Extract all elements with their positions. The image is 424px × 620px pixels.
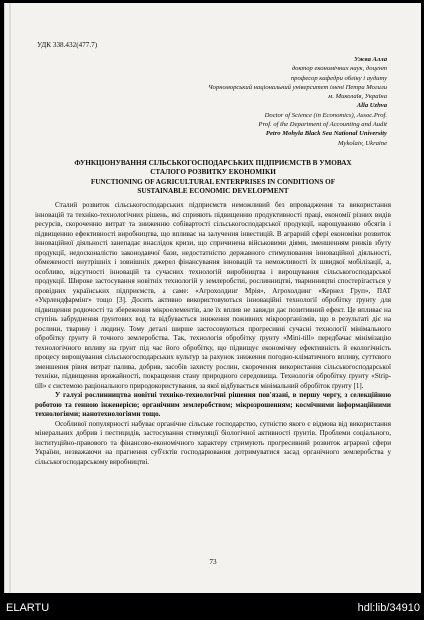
author-block (87, 55, 387, 148)
footer-handle: hdl:lib/34910 (357, 602, 420, 614)
author-university-uk: Чорноморський національний університет імені Петра Могили (208, 83, 387, 91)
title-uk-line1: ФУНКЦІОНУВАННЯ СІЛЬСЬКОГОСПОДАРСЬКИХ ПІДПРИЄМСТВ В УМОВАХ (74, 159, 352, 167)
article-title (35, 159, 391, 197)
author-university-en: Petro Mohyla Black Sea National University (265, 130, 387, 138)
author-position-en: Prof. of the Department of Accounting and Audit (258, 121, 387, 129)
title-en-line1: FUNCTIONING OF AGRICULTURAL ENTERPRISES IN CONDITIONS OF (90, 177, 336, 186)
paragraph-1: Сталий розвиток сільськогосподарських підприємств неможливий без впровадження та використання інновацій та техніко-технологічних рішень, які сприяють підвищенню продуктивності праці, економії різних видів ресурсів, скороченню витрат та зниженню собівартості сільськогосподарської продукції, нарощуванню обсягів і підвищенню ефективності виробництва, що впливає на залучення інвестицій. В аграрній сфері економіки розвиток інноваційної діяльності занепадає внаслідок кризи, що спричинена військовими діями, зменшенням ринків збуту продукції, недосконалістю законодавчої бази, недостатністю державного стимулювання інноваційної діяльності, обмеженості внутрішніх і зовнішніх джерел фінансування інновацій та неможливості їх швидкої мобілізації, а, особливо, відсутності інновацій та сучасних технологій виробництва і вирощування сільськогосподарської продукції. Широке застосування новітніх технологій у землеробстві, рослинництві, тваринництві спостерігається у провідних українських підприємств, а саме: «Агрохолдинг Мрія», Агрохолдинг «Кернел Груп», ПАТ «Укрлендфармінг» тощо [3]. Досить активно використовуються інноваційні технології обробітку ґрунту для підвищення родючості та збереження мікроелементів, але їх вплив не завжди дає позитивний ефект. Це впливає на ступінь забруднення ґрунтових вод та відбувається зниження поживних мікроорганізмів, що в результаті діє на рослини, тварину і людину. Тому деталі ширше застосовуються прогресивні сучасні технології мінімального обробітку ґрунту й точного землеробства. Так, технологія обробітку ґрунту «Mini-till» передбачає мінімізацію технологічного впливу на ґрунт під час його обробітку, що підвищує економічну ефективність й екологічність процесу вирощування сільськогосподарських культур за рахунок зниження погодно-кліматичного впливу, суттєвого зменшення рівня витрат палива, добрив, засобів захисту рослин, скорочення використання сільськогосподарської техніки, підвищення врожайності, покращення стану природного середовища. Технологія обробітку ґрунту «Strip-till» є системою раціонального природокористування, за якої відбувається мінімальний обробіток ґрунту [1]. (35, 201, 391, 390)
document-page (4, 3, 421, 593)
author-position-uk: професор кафедри обліку і аудиту (290, 74, 387, 82)
udc-code: УДК 338.432(477.7) (37, 41, 98, 49)
footer-bar (0, 596, 424, 620)
article-body (35, 201, 391, 467)
title-uk-line2: СТАЛОГО РОЗВИТКУ ЕКОНОМІКИ (150, 168, 276, 177)
author-name-en: Alla Uzhva (356, 102, 387, 110)
author-name-uk: Ужва Алла (354, 56, 387, 63)
footer-repository-name: ELARTU (6, 602, 50, 614)
page-number: 73 (209, 558, 217, 566)
author-degree-en: Doctor of Science (in Economics), Assoc.Prof. (264, 111, 387, 119)
author-city-uk: м. Миколаїв, Україна (328, 93, 387, 101)
title-en-line2: SUSTAINABLE ECONOMIC DEVELOPMENT (137, 187, 289, 196)
paragraph-3: Особливої популярності набуває органічне сільське господарство, сутністю якого є відмова від використання мінеральних добрив і пестицидів, застосування стимуляції біологічної активності ґрунтів. Проблеми соціального, інституційно-правового та фінансово-економічного характеру стримують прогресивний розвиток аграрної сфери України, незважаючи на прагнення суб'єктів господарювання дотримуватися засад органічного землеробства у сільськогосподарському виробництві. (35, 419, 391, 466)
paragraph-2: У галузі рослинництва новітні техніко-технологічні рішення пов'язані, в першу чергу, з селекційною роботою та генною інженерією; органічним землеробством; мікрозрошенням; космічними інформаційними технологіями; нанотехнологіями тощо. (35, 391, 391, 418)
author-degree-uk: доктор економічних наук, доцент (291, 65, 387, 73)
author-city-en: Mykolaiv, Ukraine (338, 139, 387, 147)
